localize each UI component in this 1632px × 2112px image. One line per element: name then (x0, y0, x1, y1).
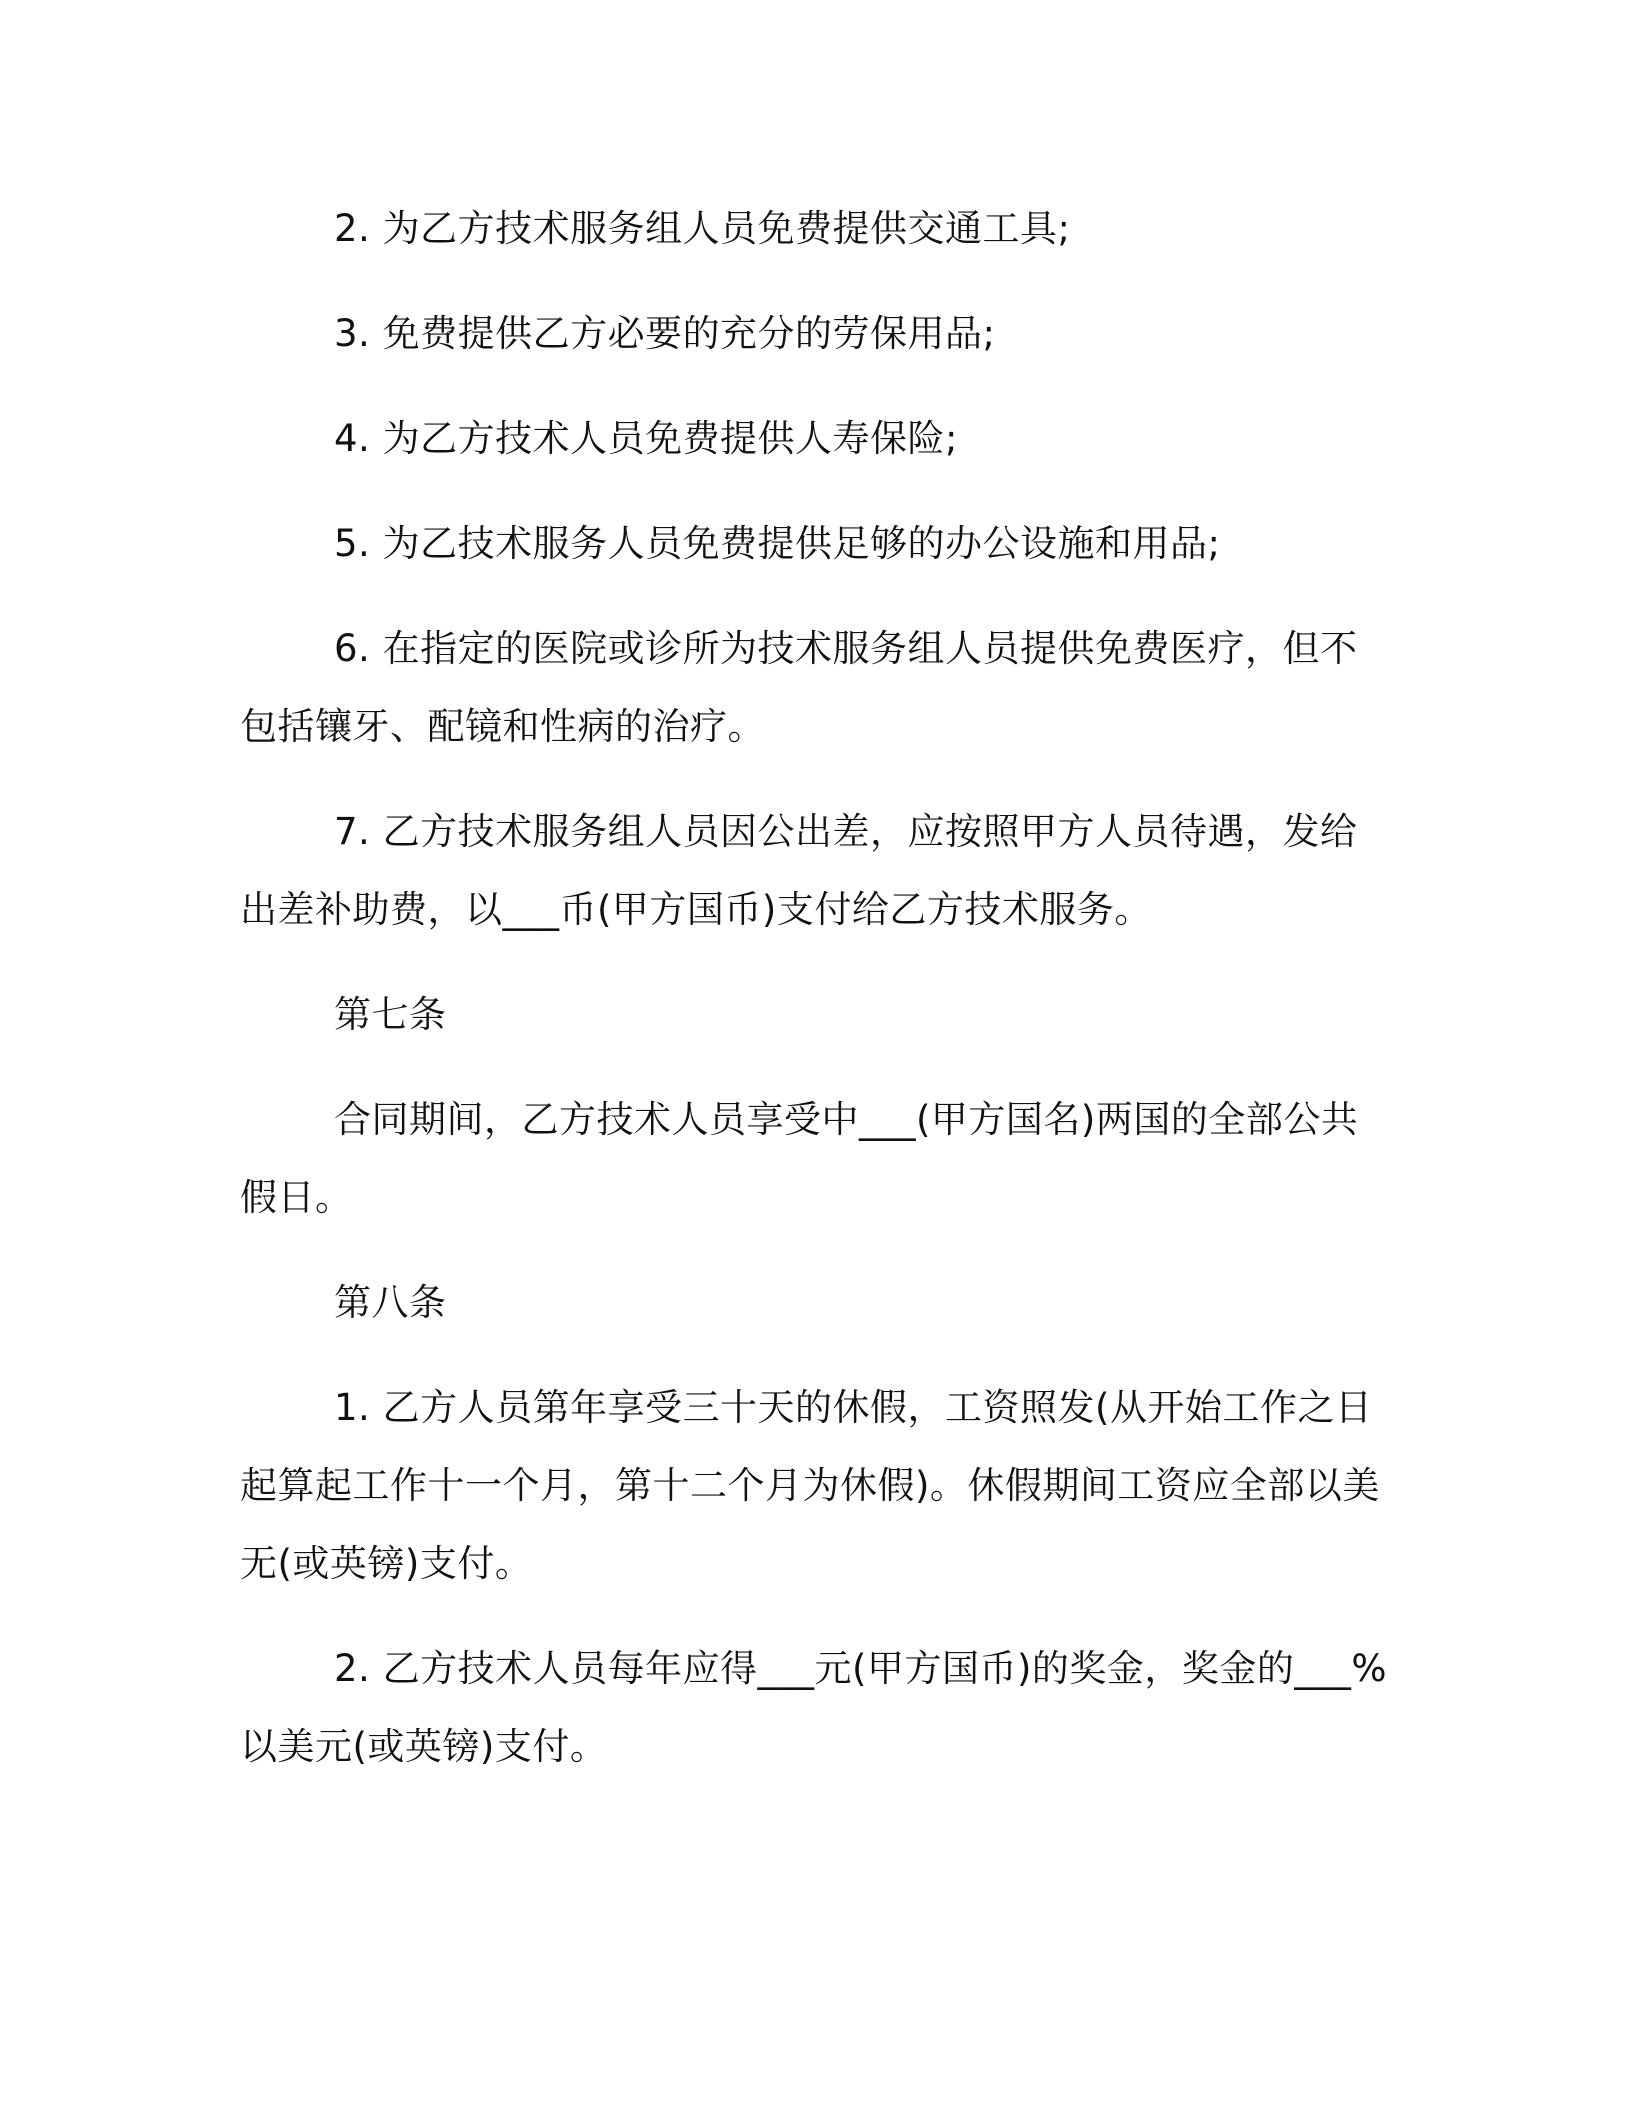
list-item-7: 7. 乙方技术服务组人员因公出差，应按照甲方人员待遇，发给出差补助费，以___币(甲方国币)支付给乙方技术服务。 (240, 810, 1358, 931)
article-7-body: 合同期间，乙方技术人员享受中___(甲方国名)两国的全部公共假日。 (240, 1098, 1359, 1219)
list-item-2: 2. 为乙方技术服务组人员免费提供交通工具; (334, 207, 1071, 250)
list-item-4: 4. 为乙方技术人员免费提供人寿保险; (334, 417, 959, 460)
article-8-item-1: 1. 乙方人员第年享受三十天的休假，工资照发(从开始工作之日起算起工作十一个月，第十二个月为休假)。休假期间工资应全部以美无(或英镑)支付。 (240, 1386, 1380, 1585)
article-7-heading: 第七条 (334, 993, 447, 1036)
list-item-6: 6. 在指定的医院或诊所为技术服务组人员提供免费医疗，但不包括镶牙、配镜和性病的治疗。 (240, 627, 1358, 748)
list-item-3: 3. 免费提供乙方必要的充分的劳保用品; (334, 312, 996, 355)
list-item-5: 5. 为乙技术服务人员免费提供足够的办公设施和用品; (334, 522, 1221, 565)
article-8-item-2: 2. 乙方技术人员每年应得___元(甲方国币)的奖金，奖金的___%以美元(或英镑)支付。 (240, 1647, 1388, 1768)
document-body (240, 190, 1390, 1786)
article-8-heading: 第八条 (334, 1281, 447, 1324)
